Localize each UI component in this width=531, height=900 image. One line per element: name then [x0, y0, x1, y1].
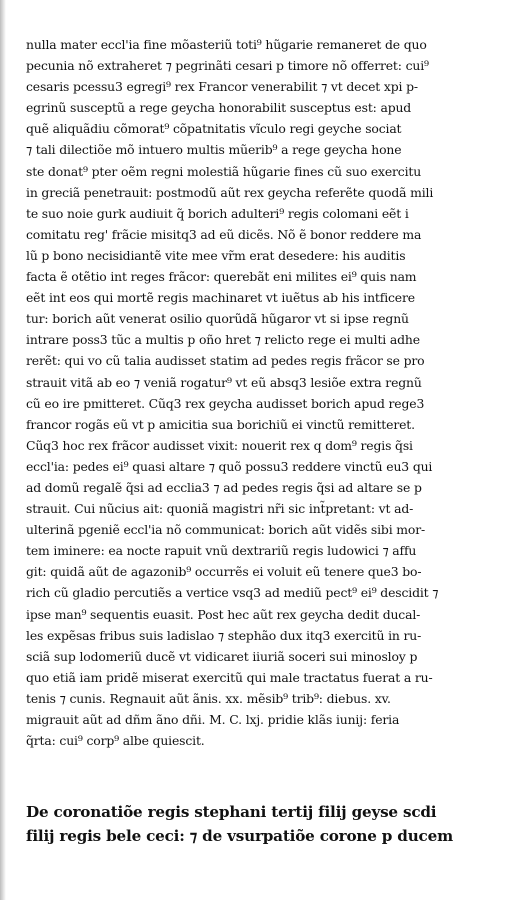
text-line: quẽ aliquãdiu cõmorat⁹ cõpatnitatis vĩculo regi geyche sociat	[26, 121, 402, 137]
text-line: francor rogãs eũ vt p amicitia sua borichiũ ei vinctũ remitteret.	[26, 416, 415, 432]
text-line: rerẽt: qui vo cũ talia audisset statim ad pedes regis frãcor se pro	[26, 353, 425, 369]
text-line: tur: borich aũt venerat osilio quorũdã hũgaror vt si ipse regnũ	[26, 311, 409, 327]
text-line: ad domũ regalẽ q̃si ad ecclia3 ⁊ ad pedes regis q̃si ad altare se p	[26, 479, 422, 495]
text-line: Cũq3 hoc rex frãcor audisset vixit: nouerit rex q dom⁹ regis q̃si	[26, 437, 413, 453]
text-line: strauit. Cui nũcius ait: quoniã magistri nr̃i sic int̃pretant: vt ad-	[26, 501, 414, 517]
text-line: lũ p bono necisidiantẽ vite mee vr̃m erat desedere: his auditis	[26, 247, 406, 263]
chapter-heading	[26, 800, 508, 848]
text-line: tem iminere: ea nocte rapuit vnũ dextrariũ regis ludowici ⁊ affu	[26, 543, 417, 559]
text-line: intrare poss3 tũc a multis p oño hret ⁊ relicto rege ei multi adhe	[26, 332, 420, 348]
text-line: migrauit aũt ad dñm ãno dñi. M. C. lxj. pridie klãs iunij: feria	[26, 712, 400, 727]
text-line: facta ẽ otẽtio int reges frãcor: querebãt eni milites ei⁹ quis nam	[26, 269, 417, 285]
text-line: ⁊ tali dilectiõe mõ intuero multis mũerib⁹ a rege geycha hone	[26, 142, 402, 158]
heading-line: filij regis bele ceci: ⁊ de vsurpatiõe corone p ducem	[26, 827, 453, 845]
text-line: ste donat⁹ pter oẽm regni molestiã hũgarie fines cũ suo exercitu	[26, 163, 422, 179]
text-line: rich cũ gladio percutiẽs a vertice vsq3 ad mediũ pect⁹ ei⁹ descidit ⁊	[26, 585, 439, 601]
text-line: git: quidã aũt de agazonib⁹ occurrẽs ei voluit eũ tenere que3 bo-	[26, 564, 422, 580]
text-line: sciã sup lodomeriũ ducẽ vt vidicaret iiuriã soceri sui minosloy p	[26, 648, 418, 664]
text-line: tenis ⁊ cunis. Regnauit aũt ãnis. xx. mẽsib⁹ trib⁹: diebus. xv.	[26, 690, 391, 706]
heading-line: De coronatiõe regis stephani tertij filij geyse scdi	[26, 803, 437, 821]
text-line: q̃rta: cui⁹ corp⁹ albe quiescit.	[26, 733, 205, 749]
text-line: comitatu reg' frãcie misitq3 ad eũ dicẽs. Nõ ẽ bonor reddere ma	[26, 226, 422, 242]
text-line: egrinũ susceptũ a rege geycha honorabilit susceptus est: apud	[26, 100, 412, 116]
text-line: eccl'ia: pedes ei⁹ quasi altare ⁊ quõ possu3 reddere vinctũ eu3 qui	[26, 458, 433, 474]
text-line: quo etiã iam pridẽ miserat exercitũ qui male tractatus fuerat a ru-	[26, 669, 433, 685]
text-line: ulterinã pgeniẽ eccl'ia nõ communicat: borich aũt vidẽs sibi mor-	[26, 522, 426, 538]
text-line: strauit vitã ab eo ⁊ veniã rogatur⁹ vt eũ absq3 lesiõe extra regnũ	[26, 374, 422, 390]
text-line: in greciã penetrauit: postmodũ aũt rex geycha referẽte quodã mili	[26, 184, 434, 200]
text-line: nulla mater eccl'ia fine mõasteriũ toti⁹ hũgarie remaneret de quo	[26, 37, 427, 52]
body-text	[26, 34, 508, 751]
text-line: les expẽsas fribus suis ladislao ⁊ stephão dux itq3 exercitũ in ru-	[26, 627, 422, 643]
text-line: eẽt int eos qui mortẽ regis machinaret vt iuẽtus ab his intficere	[26, 290, 415, 306]
text-line: cũ eo ire pmitteret. Cũq3 rex geycha audisset borich apud rege3	[26, 395, 425, 411]
page-gutter-shadow	[0, 0, 6, 900]
text-line: ipse man⁹ sequentis euasit. Post hec aũt rex geycha dedit ducal-	[26, 606, 421, 622]
text-line: cesaris pcessu3 egregi⁹ rex Francor venerabilit ⁊ vt decet xpi p-	[26, 79, 418, 95]
text-line: te suo noie gurk audiuit q̃ borich adulteri⁹ regis colomani eẽt i	[26, 205, 409, 221]
text-line: pecunia nõ extraheret ⁊ pegrinãti cesari p timore nõ offerret: cui⁹	[26, 58, 429, 74]
